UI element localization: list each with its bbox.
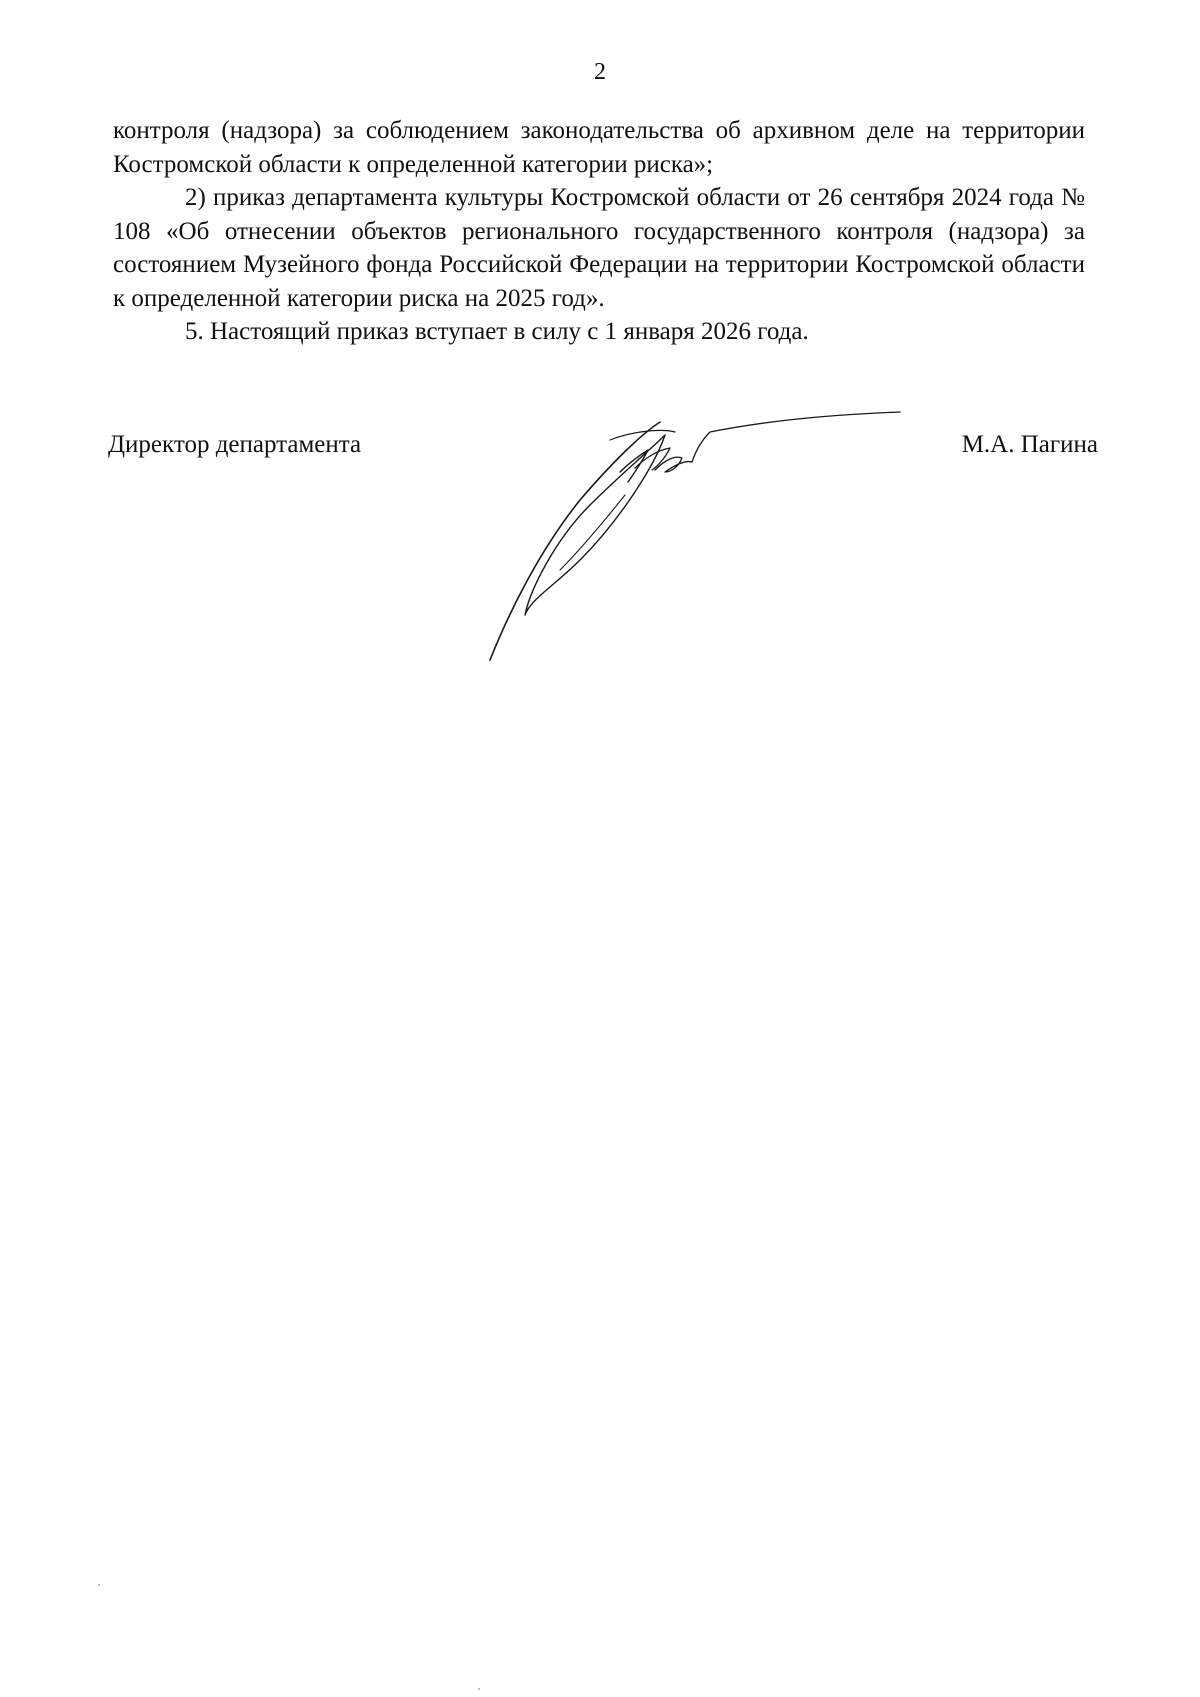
scan-artifact [478, 1688, 480, 1690]
page-number: 2 [594, 59, 606, 85]
handwritten-signature [470, 410, 910, 665]
scan-artifact [98, 1584, 100, 1586]
signer-title: Директор департамента [108, 431, 362, 458]
paragraph: 5. Настоящий приказ вступает в силу с 1 января 2026 года. [185, 318, 809, 345]
paragraph: контроля (надзора) за соблюдением законодательства об архивном деле на территории Костромской области к определенной категории риска»; [113, 117, 1085, 178]
signer-name: М.А. Пагина [961, 431, 1098, 458]
document-body [113, 114, 1085, 349]
paragraph: 2) приказ департамента культуры Костромской области от 26 сентября 2024 года № 108 «Об отнесении объектов регионального государственного контроля (надзора) за состоянием Музейного фонда Российской Федерации на территории Костромской области к определенной категории риска на 2025 год». [113, 184, 1085, 312]
